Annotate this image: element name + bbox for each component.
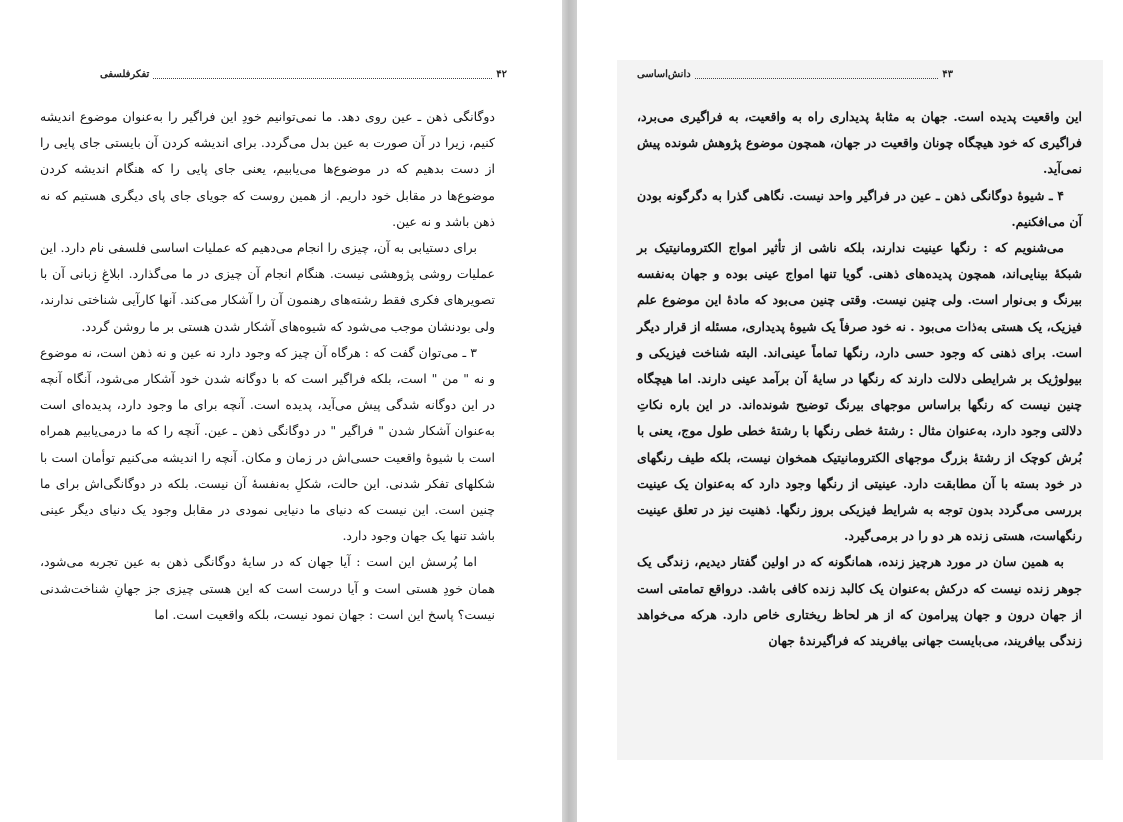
paragraph: دوگانگی ذهن ـ عین روی دهد. ما نمی‌توانیم خودِ این فراگیر را به‌عنوان موضوع اندیشه کنیم، زیرا در آن صورت به عین بدل می‌گردد. برای اندیشه کردن آن بایستی جای پایی را از دست بدهیم که در موضوع‌ها می‌یابیم، یعنی جای پایی را که هنگام اندیشه کردن موضوع‌ها در مقابل خود داریم. از همین روست که جویای جای پای دیگری هستیم که نه ذهن باشد و نه عین. (40, 109, 495, 229)
paragraph: ۳ ـ می‌توان گفت که : هرگاه آن چیز که وجود دارد نه عین و نه ذهن است، نه موضوع و نه " من " است، بلکه فراگیر است که با دوگانه شدن خود آشکار می‌شود، آنگاه آنچه در این دوگانه شدگی پیش می‌آید، پدیده است. آنچه برای ما وجود دارد، پدیده‌ای است به‌عنوان آشکار شدن " فراگیر " در دوگانگی ذهن ـ عین. آنچه را که ما درمی‌یابیم همراه است با شیوهٔ واقعیت حسی‌اش در زمان و مکان. آنچه را اندیشه می‌کنیم توأمان است با شکلهای تفکر شدنی. این حالت، شکلِ به‌نفسهٔ آن نیست. بلکه در دوگانگی‌اش برای ما چنین است. این نیست که دنیای ما دنیایی نمودی در مقابل وجود یک دنیای دیگر عینی باشد تنها یک جهان وجود دارد. (40, 344, 495, 544)
right-page (577, 0, 1123, 822)
header-dotted-leader (153, 70, 492, 79)
paragraph: اما پُرسش این است : آیا جهان که در سایهٔ دوگانگی ذهن به عین تجربه می‌شود، همان خودِ هستی است و آیا درست است که این هستی چیزی جز جهانِ شناخت‌شدنی نیست؟ پاسخ این است : جهان نمود نیست، بلکه واقعیت است. اما (40, 554, 495, 622)
paragraph: می‌شنویم که : رنگها عینیت ندارند، بلکه ناشی از تأثیر امواج الکترومانیتیک بر شبکهٔ بینایی‌اند، همچون پدیده‌های ذهنی. گویا تنها امواج عینی بوده و جهان به‌نفسه بیرنگ و بی‌نوار است. ولی چنین نیست. وقتی چنین می‌بود که مادهٔ این موضوع علم فیزیک، یک هستی به‌ذات می‌بود . نه خود صرفاً یک شیوهٔ پدیداری، مسئله از قرار دیگر است. برای ذهنی که وجود حسی دارد، رنگها تماماً عینی‌اند. البته شناخت فیزیکی و بیولوژیک بر شرایطی دلالت دارند که رنگها در سایهٔ آن برآمد عینی دارند. اما هیچگاه چنین نیست که رنگها براساس موجهای بیرنگ توضیح شونده‌اند. در این باره نکاتِ دلالتی وجود دارد، به‌عنوان مثال : رشتهٔ خطی رنگها با رشتهٔ خطی طول موج، یعنی با بُرش کوچک از رشتهٔ بزرگ موجهای الکترومانیتیک همخوان نیست، بلکه طیف رنگهای در خود بسته با آن مطابقت دارد. عینیتی از رنگها وجود دارد که به‌عنوان یک عینیت بررسی می‌گردد بدون توجه به شرایط فیزیکی بروز رنگها. ذهنیت نیز در تعلق عینیت رنگهاست، هستی زنده هر دو را در برمی‌گیرد. (637, 240, 1082, 544)
page-header (637, 66, 953, 82)
body-text (637, 104, 1082, 654)
page-number: ۴۲ (496, 68, 507, 80)
running-title: تفکرفلسفی (100, 68, 150, 80)
paragraph: ۴ ـ شیوهٔ دوگانگی ذهن ـ عین در فراگیر واحد نیست. نگاهی گذرا به دگرگونه بودن آن می‌افکنیم. (637, 187, 1082, 229)
paragraph: این واقعیت پدیده است. جهان به مثابهٔ پدیداری راه به واقعیت، به فراگیری می‌برد، فراگیری که خود هیچگاه چونان واقعیت در جهان، همچون موضوع پژوهش شونده پیش نمی‌آید. (637, 109, 1082, 177)
running-title: دانش‌اساسی (637, 68, 691, 80)
paragraph: برای دستیابی به آن، چیزی را انجام می‌دهیم که عملیات اساسی فلسفی نام دارد. این عملیات روشی پژوهشی نیست. هنگام انجام آن چیزی در ما می‌گذارد. ابلاغِ زبانی آن با تصویرهای فکری فقط رشته‌های رهنمون آن را آشکار می‌کند. آنها کارآیی شناختی ندارند، ولی بودنشان موجب می‌شود که شیوه‌های آشکار شدن هستی بر ما روشن گردد. (40, 240, 495, 334)
page-gutter (562, 0, 577, 822)
header-dotted-leader (695, 70, 939, 79)
page-header (100, 66, 507, 82)
body-text (40, 104, 495, 628)
paragraph: به همین سان در مورد هرچیز زنده، همانگونه که در اولین گفتار دیدیم، زندگی یک جوهر زنده نیست که درکش به‌عنوان یک کالبد زنده کافی باشد. درواقع تمامتی است از جهان درون و جهان پیرامون که از هر لحاظ ریختاری خاص دارد. هرکه می‌خواهد زندگی بیافریند، می‌بایست جهانی بیافریند که فراگیرندهٔ جهان (637, 554, 1082, 649)
page-number: ۴۳ (942, 68, 953, 80)
